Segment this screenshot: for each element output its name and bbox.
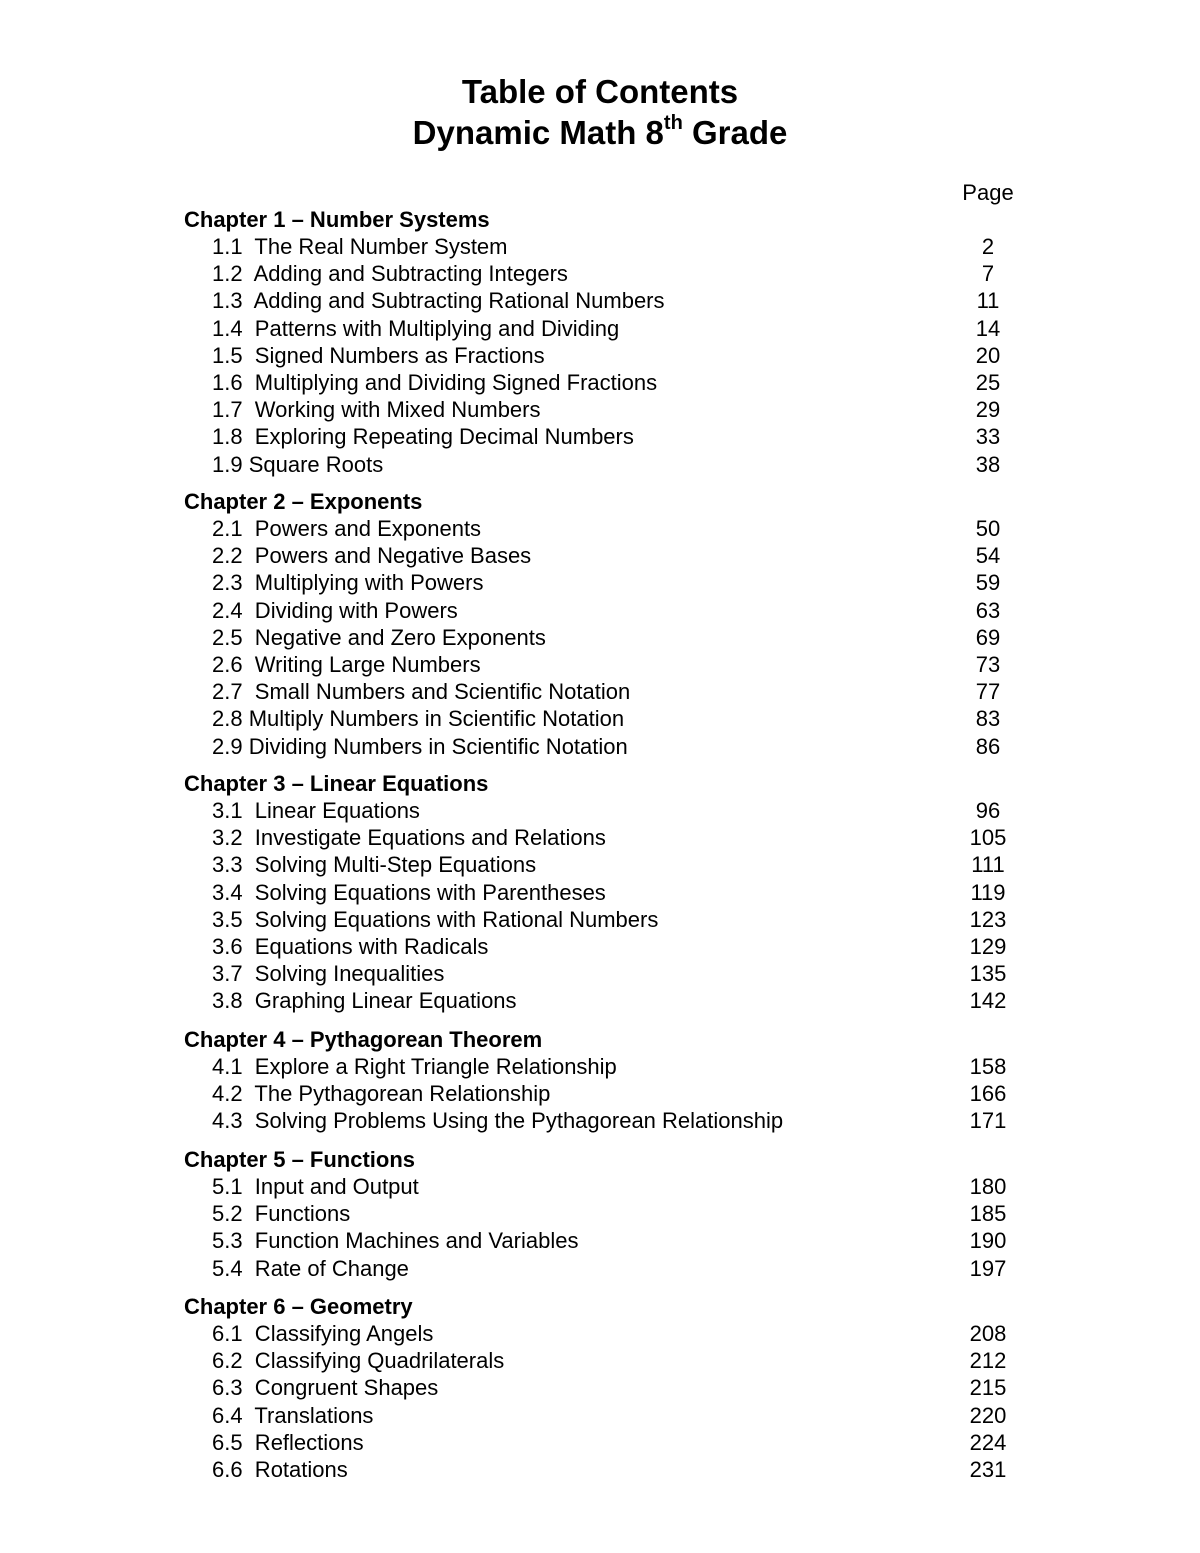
toc-entry-page: 111 bbox=[971, 852, 1005, 878]
chapter-section bbox=[184, 1146, 1024, 1282]
chapter-section bbox=[184, 770, 1024, 1015]
toc-entry[interactable] bbox=[184, 1107, 1024, 1134]
toc-entry[interactable] bbox=[184, 1200, 1024, 1227]
toc-entry[interactable] bbox=[184, 423, 1024, 450]
chapter-title: Chapter 5 – Functions bbox=[184, 1147, 416, 1172]
toc-entry[interactable] bbox=[184, 1255, 1024, 1282]
toc-entry-label: 5.3 Function Machines and Variables bbox=[212, 1228, 579, 1254]
toc-entry-page: 20 bbox=[975, 342, 1001, 368]
toc-entry-page: 59 bbox=[975, 570, 1001, 596]
toc-entry-label: 3.8 Graphing Linear Equations bbox=[212, 988, 517, 1014]
toc-entry[interactable] bbox=[184, 1402, 1024, 1429]
toc-entry-label: 3.5 Solving Equations with Rational Numbers bbox=[212, 906, 659, 932]
toc-entry-page: 190 bbox=[969, 1228, 1007, 1254]
toc-entry-page: 105 bbox=[969, 825, 1007, 851]
toc-entry[interactable] bbox=[184, 678, 1024, 705]
toc-entry-page: 220 bbox=[969, 1402, 1007, 1428]
toc-entry-label: 3.6 Equations with Radicals bbox=[212, 933, 489, 959]
toc-entry[interactable] bbox=[184, 1347, 1024, 1374]
toc-entry-page: 158 bbox=[969, 1054, 1007, 1079]
toc-entry[interactable] bbox=[184, 1053, 1024, 1080]
chapter-section bbox=[184, 488, 1024, 760]
toc-entry[interactable] bbox=[184, 315, 1024, 342]
toc-entry-label: 3.2 Investigate Equations and Relations bbox=[212, 825, 606, 851]
toc-entry-label: 1.1 The Real Number System bbox=[212, 234, 508, 259]
toc-entry-page: 212 bbox=[969, 1348, 1007, 1374]
chapter-section bbox=[184, 1293, 1024, 1483]
toc-entry[interactable] bbox=[184, 542, 1024, 569]
toc-entry-label: 6.6 Rotations bbox=[212, 1456, 348, 1482]
toc-entry-page: 14 bbox=[975, 315, 1001, 341]
subtitle-suffix: Grade bbox=[682, 114, 788, 151]
toc-entry-page: 83 bbox=[975, 706, 1001, 732]
toc-entry-label: 2.7 Small Numbers and Scientific Notation bbox=[212, 679, 631, 705]
toc-entry-page: 135 bbox=[969, 961, 1007, 987]
toc-entry-page: 231 bbox=[969, 1456, 1007, 1482]
toc-entry-page: 197 bbox=[969, 1255, 1007, 1281]
subtitle-prefix: Dynamic Math 8 bbox=[412, 114, 664, 151]
toc-entry[interactable] bbox=[184, 1080, 1024, 1107]
toc-entry-page: 54 bbox=[975, 543, 1001, 569]
toc-entry-label: 2.8 Multiply Numbers in Scientific Notation bbox=[212, 706, 625, 732]
toc-entry[interactable] bbox=[184, 260, 1024, 287]
toc-entry-page: 29 bbox=[975, 397, 1001, 423]
toc-entry-page: 208 bbox=[969, 1321, 1007, 1346]
toc-entry-page: 63 bbox=[975, 597, 1001, 623]
toc-entry-label: 2.3 Multiplying with Powers bbox=[212, 570, 484, 596]
toc-entry[interactable] bbox=[184, 733, 1024, 760]
toc-entry[interactable] bbox=[184, 515, 1024, 542]
toc-entry-label: 4.3 Solving Problems Using the Pythagorean Relationship bbox=[212, 1108, 784, 1134]
chapter-title: Chapter 6 – Geometry bbox=[184, 1294, 413, 1319]
chapter-title: Chapter 3 – Linear Equations bbox=[184, 771, 489, 796]
toc-entry-label: 2.4 Dividing with Powers bbox=[212, 597, 458, 623]
toc-entry[interactable] bbox=[184, 987, 1024, 1014]
chapter-section bbox=[184, 206, 1024, 478]
toc-entry[interactable] bbox=[184, 797, 1024, 824]
toc-entry-label: 6.1 Classifying Angels bbox=[212, 1321, 434, 1346]
toc-entry-label: 3.1 Linear Equations bbox=[212, 798, 420, 823]
toc-entry[interactable] bbox=[184, 451, 1024, 478]
toc-entry[interactable] bbox=[184, 287, 1024, 314]
toc-entry[interactable] bbox=[184, 1320, 1024, 1347]
toc-entry[interactable] bbox=[184, 705, 1024, 732]
toc-entry-page: 166 bbox=[969, 1081, 1007, 1107]
toc-entry-label: 1.9 Square Roots bbox=[212, 451, 384, 477]
toc-entry-label: 1.6 Multiplying and Dividing Signed Fractions bbox=[212, 369, 658, 395]
toc-entry-label: 1.2 Adding and Subtracting Integers bbox=[212, 261, 568, 287]
toc-entry-page: 119 bbox=[970, 879, 1006, 905]
toc-entry-label: 2.2 Powers and Negative Bases bbox=[212, 543, 532, 569]
toc-entry-page: 96 bbox=[975, 798, 1001, 823]
toc-entry-label: 5.2 Functions bbox=[212, 1201, 351, 1227]
chapter-section bbox=[184, 1026, 1024, 1135]
toc-entry-label: 3.7 Solving Inequalities bbox=[212, 961, 445, 987]
toc-entry-page: 25 bbox=[975, 369, 1001, 395]
toc-entry-label: 2.5 Negative and Zero Exponents bbox=[212, 624, 546, 650]
toc-entry-page: 180 bbox=[969, 1174, 1007, 1199]
toc-entry-label: 2.9 Dividing Numbers in Scientific Notation bbox=[212, 733, 628, 759]
toc-entry-page: 185 bbox=[969, 1201, 1007, 1227]
chapter-title: Chapter 1 – Number Systems bbox=[184, 207, 490, 232]
toc-entry[interactable] bbox=[184, 624, 1024, 651]
toc-entry-page: 129 bbox=[969, 933, 1007, 959]
toc-entry-page: 224 bbox=[969, 1429, 1007, 1455]
toc-entry-label: 4.2 The Pythagorean Relationship bbox=[212, 1081, 551, 1107]
toc-entry[interactable] bbox=[184, 1429, 1024, 1456]
toc-entry-page: 69 bbox=[975, 624, 1001, 650]
chapter-title: Chapter 4 – Pythagorean Theorem bbox=[184, 1027, 543, 1052]
toc-entry[interactable] bbox=[184, 342, 1024, 369]
toc-entry[interactable] bbox=[184, 1173, 1024, 1200]
toc-entry-page: 77 bbox=[975, 679, 1001, 705]
toc-entry[interactable] bbox=[184, 933, 1024, 960]
toc-entry-page: 123 bbox=[969, 906, 1007, 932]
document-subtitle bbox=[0, 113, 1200, 153]
toc-entry[interactable] bbox=[184, 906, 1024, 933]
subtitle-superscript: th bbox=[663, 112, 683, 134]
toc-entry-label: 6.3 Congruent Shapes bbox=[212, 1375, 439, 1401]
toc-entry[interactable] bbox=[184, 597, 1024, 624]
toc-entry-label: 1.3 Adding and Subtracting Rational Numbers bbox=[212, 288, 665, 314]
toc-entry-label: 1.8 Exploring Repeating Decimal Numbers bbox=[212, 424, 634, 450]
toc-entry[interactable] bbox=[184, 879, 1024, 906]
toc-entry[interactable] bbox=[184, 233, 1024, 260]
toc-entry[interactable] bbox=[184, 396, 1024, 423]
toc-entry-label: 2.6 Writing Large Numbers bbox=[212, 651, 481, 677]
toc-entry-page: 2 bbox=[981, 234, 995, 259]
chapter-title: Chapter 2 – Exponents bbox=[184, 489, 423, 514]
toc-entry-page: 38 bbox=[975, 451, 1001, 477]
document-title bbox=[0, 72, 1200, 112]
toc-entry[interactable] bbox=[184, 1456, 1024, 1483]
page-column-header: Page bbox=[962, 180, 1014, 205]
toc-entry-label: 3.3 Solving Multi-Step Equations bbox=[212, 852, 537, 878]
toc-entry-page: 171 bbox=[969, 1108, 1007, 1134]
toc-entry-label: 1.4 Patterns with Multiplying and Dividing bbox=[212, 315, 620, 341]
toc-entry-label: 6.5 Reflections bbox=[212, 1429, 364, 1455]
toc-entry[interactable] bbox=[184, 1374, 1024, 1401]
toc-entry-page: 86 bbox=[975, 733, 1001, 759]
toc-entry-label: 1.7 Working with Mixed Numbers bbox=[212, 397, 541, 423]
toc-entry-page: 73 bbox=[975, 651, 1001, 677]
toc-entry[interactable] bbox=[184, 960, 1024, 987]
toc-entry-page: 11 bbox=[976, 288, 1000, 314]
toc-entry[interactable] bbox=[184, 851, 1024, 878]
title-text: Table of Contents bbox=[461, 73, 739, 110]
toc-entry-label: 6.2 Classifying Quadrilaterals bbox=[212, 1348, 505, 1374]
toc-entry-page: 50 bbox=[975, 516, 1001, 541]
toc-entry[interactable] bbox=[184, 369, 1024, 396]
toc-entry-page: 33 bbox=[975, 424, 1001, 450]
toc-entry-page: 215 bbox=[969, 1375, 1007, 1401]
toc-entry-label: 5.4 Rate of Change bbox=[212, 1255, 409, 1281]
toc-entry-page: 142 bbox=[969, 988, 1007, 1014]
toc-entry-page: 7 bbox=[981, 261, 995, 287]
toc-entry-label: 6.4 Translations bbox=[212, 1402, 374, 1428]
toc-entry[interactable] bbox=[184, 824, 1024, 851]
toc-entry[interactable] bbox=[184, 569, 1024, 596]
toc-entry-label: 3.4 Solving Equations with Parentheses bbox=[212, 879, 606, 905]
toc-entry-label: 2.1 Powers and Exponents bbox=[212, 516, 482, 541]
toc-entry-label: 4.1 Explore a Right Triangle Relationship bbox=[212, 1054, 617, 1079]
toc-entry-label: 1.5 Signed Numbers as Fractions bbox=[212, 342, 545, 368]
toc-entry[interactable] bbox=[184, 1227, 1024, 1254]
toc-entry[interactable] bbox=[184, 651, 1024, 678]
toc-entry-label: 5.1 Input and Output bbox=[212, 1174, 419, 1199]
